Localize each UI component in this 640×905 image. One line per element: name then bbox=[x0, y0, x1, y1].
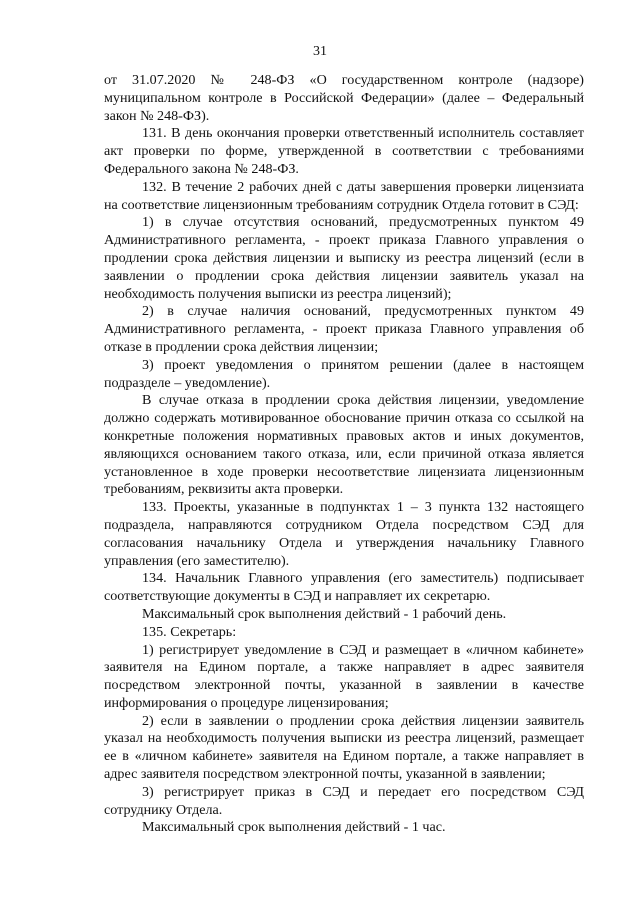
document-body bbox=[104, 72, 584, 837]
paragraph-135-item-2: 2) если в заявлении о продлении срока действия лицензии заявитель указал на необходимость получения выписки из реестра лицензий, размещает ее в «личном кабинете» заявителя на Едином портале, а также направляет в адрес заявителя посредством электронной почты, указанной в заявлении; bbox=[104, 712, 584, 783]
paragraph-max-time-2: Максимальный срок выполнения действий - 1 час. bbox=[142, 819, 446, 836]
paragraph-refusal-notice: В случае отказа в продлении срока действия лицензии, уведомление должно содержать мотивированное обоснование причин отказа со ссылкой на конкретные положения нормативных правовых актов и иных документов, являющихся основанием такого отказа, или, если причиной отказа является установленное в ходе проверки несоответствие лицензиата лицензионным требованиям, реквизиты акта проверки. bbox=[104, 392, 584, 498]
paragraph-131: 131. В день окончания проверки ответственный исполнитель составляет акт проверки по форме, утвержденной в соответствии с требованиями Федерального закона № 248-ФЗ. bbox=[104, 125, 584, 177]
paragraph-135: 135. Секретарь: bbox=[142, 623, 237, 640]
paragraph-133: 133. Проекты, указанные в подпунктах 1 – 3 пункта 132 настоящего подраздела, направляются сотрудником Отдела посредством СЭД для согласования начальнику Отдела и утверждения начальнику Главного управления (его заместителю). bbox=[104, 499, 584, 569]
paragraph-132: 132. В течение 2 рабочих дней с даты завершения проверки лицензиата на соответствие лицензионным требованиям сотрудник Отдела готовит в СЭД: bbox=[104, 178, 584, 213]
paragraph-max-time-1: Максимальный срок выполнения действий - 1 рабочий день. bbox=[142, 605, 507, 622]
paragraph-135-item-3: 3) регистрирует приказ в СЭД и передает его посредством СЭД сотруднику Отдела. bbox=[104, 783, 584, 818]
paragraph-132-item-1: 1) в случае отсутствия оснований, предусмотренных пунктом 49 Административного регламента, - проект приказа Главного управления о продлении срока действия лицензии и выписку из реестра лицензий (если в заявлении о продлении срока действия лицензии заявитель указал на необходимость получения выписки из реестра лицензий); bbox=[104, 214, 584, 302]
paragraph-132-item-3: 3) проект уведомления о принятом решении (далее в настоящем подразделе – уведомление). bbox=[104, 356, 584, 391]
paragraph-132-item-2: 2) в случае наличия оснований, предусмотренных пунктом 49 Административного регламента, - проект приказа Главного управления об отказе в продлении срока действия лицензии; bbox=[104, 303, 584, 355]
paragraph-135-item-1: 1) регистрирует уведомление в СЭД и размещает в «личном кабинете» заявителя на Едином портале, а также направляет в адрес заявителя посредством электронной почты, указанной в заявлении в качестве информирования о процедуре лицензирования; bbox=[104, 641, 584, 711]
paragraph-law-reference: от 31.07.2020 № 248-ФЗ «О государственном контроле (надзоре) муниципальном контроле в Российской Федерации» (далее – Федеральный закон № 248-ФЗ). bbox=[104, 72, 584, 124]
page-number: 31 bbox=[313, 44, 327, 59]
paragraph-134: 134. Начальник Главного управления (его заместитель) подписывает соответствующие документы в СЭД и направляет их секретарю. bbox=[104, 570, 584, 605]
